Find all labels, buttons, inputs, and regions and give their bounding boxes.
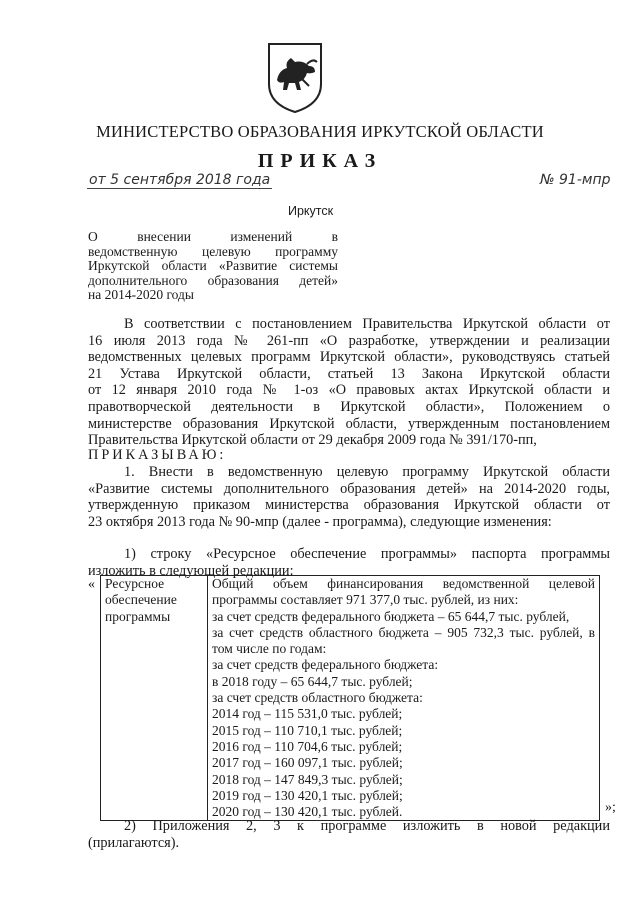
funding-line: 2015 год – 110 710,1 тыс. рублей; xyxy=(212,722,403,738)
funding-details-cell xyxy=(208,576,600,821)
text-line: министерстве образования Иркутской области, утвержденным постановлением xyxy=(88,415,610,432)
handwritten-date: от 5 сентября 2018 года xyxy=(89,172,271,188)
text-line: «Развитие системы дополнительного образования детей» на 2014-2020 годы, xyxy=(88,480,610,497)
text-line: от 12 января 2010 года № 1-оз «О правовых актах Иркутской области и xyxy=(88,382,610,399)
funding-line: Общий объем финансирования ведомственной целевой xyxy=(212,576,595,591)
funding-line: программы составляет 971 377,0 тыс. рублей, из них: xyxy=(212,592,519,608)
opening-quote: « xyxy=(88,577,95,592)
text-line: 16 июля 2013 года № 261-пп «О разработке, утверждении и реализации xyxy=(88,332,610,349)
row-label-cell xyxy=(101,576,208,821)
text-line: изложить в следующей редакции: xyxy=(88,562,294,579)
funding-line: 2014 год – 115 531,0 тыс. рублей; xyxy=(212,706,403,722)
item-1-paragraph xyxy=(88,464,610,530)
text-line: утвержденную приказом министерства образования Иркутской области от xyxy=(88,497,610,514)
text-line: Правительства Иркутской области от 29 декабря 2009 года № 391/170-пп, xyxy=(88,432,537,449)
text-line: 21 Устава Иркутской области, статьей 13 Закона Иркутской области xyxy=(88,365,610,382)
preamble-paragraph xyxy=(88,316,610,449)
order-directive-word: ПРИКАЗЫВАЮ: xyxy=(88,447,227,463)
funding-line: 2016 год – 110 704,6 тыс. рублей; xyxy=(212,738,403,754)
text-line: ведомственных целевых программ Иркутской области», руководствуясь статьей xyxy=(88,349,610,366)
table-row xyxy=(101,576,600,821)
subject-line: Иркутской области «Развитие системы xyxy=(88,258,338,273)
funding-line: том числе по годам: xyxy=(212,641,327,657)
resource-provision-table xyxy=(100,575,600,821)
closing-quote: »; xyxy=(605,800,616,815)
item-2-paragraph xyxy=(88,818,610,851)
subject-line: дополнительного образования детей» xyxy=(88,272,338,288)
subject-line: О внесении изменений в xyxy=(88,229,338,244)
text-line: правотворческой деятельности в Иркутской области», Положением о xyxy=(88,398,610,415)
subject-line: на 2014-2020 годы xyxy=(88,287,194,302)
subject-line: ведомственную целевую программу xyxy=(88,243,338,259)
funding-line: за счет средств федерального бюджета – 65 644,7 тыс. рублей, xyxy=(212,608,570,624)
text-line: (прилагаются). xyxy=(88,834,180,851)
order-subject xyxy=(88,230,338,303)
label-line: Ресурсное xyxy=(105,576,165,591)
funding-line: в 2018 году – 65 644,7 тыс. рублей; xyxy=(212,673,413,689)
text-line: 1) строку «Ресурсное обеспечение программы» паспорта программы xyxy=(124,546,610,562)
ministry-name: МИНИСТЕРСТВО ОБРАЗОВАНИЯ ИРКУТСКОЙ ОБЛАСТИ xyxy=(96,122,544,141)
city-label: Иркутск xyxy=(288,204,334,218)
text-line: 1. Внести в ведомственную целевую программу Иркутской области xyxy=(124,464,610,480)
funding-line: за счет средств областного бюджета: xyxy=(212,690,423,706)
funding-line: 2017 год – 160 097,1 тыс. рублей; xyxy=(212,755,403,771)
coat-of-arms-emblem xyxy=(265,40,325,116)
funding-line: за счет средств областного бюджета – 905 732,3 тыс. рублей, в xyxy=(212,624,595,640)
funding-line: 2019 год – 130 420,1 тыс. рублей; xyxy=(212,787,403,803)
funding-line: за счет средств федерального бюджета: xyxy=(212,657,439,673)
funding-line: 2020 год – 130 420,1 тыс. рублей. xyxy=(212,804,403,820)
document-type-title: ПРИКАЗ xyxy=(257,150,383,172)
label-line: обеспечение xyxy=(105,592,177,608)
label-line: программы xyxy=(105,608,171,624)
text-line: В соответствии с постановлением Правительства Иркутской области от xyxy=(124,316,610,332)
text-line: 23 октября 2013 года № 90-мпр (далее - программа), следующие изменения: xyxy=(88,513,552,530)
handwritten-order-number: № 91-мпр xyxy=(540,172,611,188)
text-line: 2) Приложения 2, 3 к программе изложить в новой редакции xyxy=(124,818,610,834)
funding-line: 2018 год – 147 849,3 тыс. рублей; xyxy=(212,771,403,787)
